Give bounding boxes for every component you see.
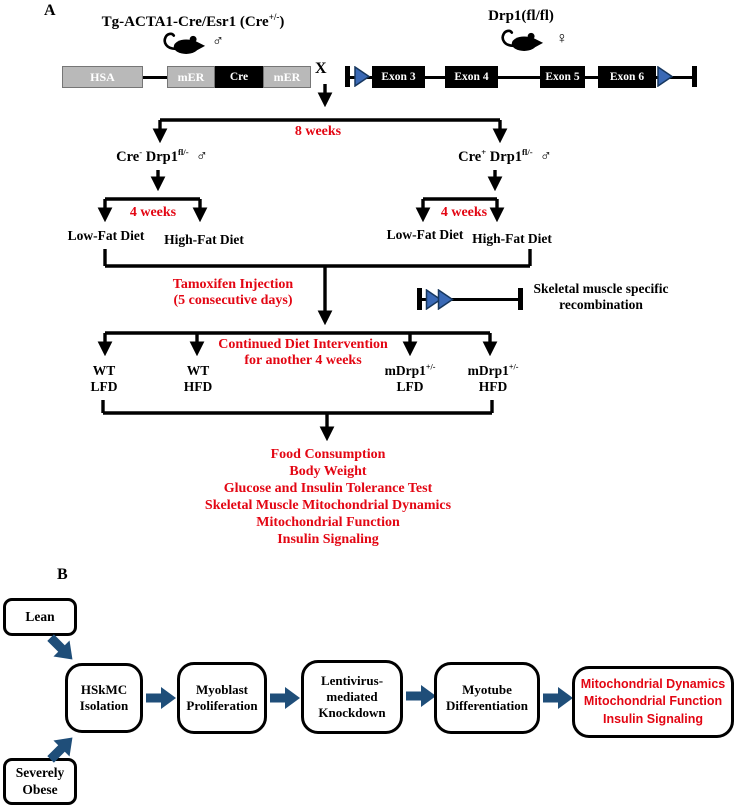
cross-symbol: X	[315, 60, 327, 77]
diet-label-hfd: High-Fat Diet	[472, 231, 552, 246]
readouts-box	[572, 666, 734, 738]
diet-label-hfd: High-Fat Diet	[164, 232, 244, 247]
panel-b-label: B	[57, 566, 68, 583]
outcome-item: Food Consumption	[270, 447, 386, 462]
allele-end-bar	[417, 288, 422, 310]
outcome-list	[205, 446, 451, 548]
exon-box: Exon 5	[540, 66, 585, 88]
exon-box: Exon 6	[598, 66, 656, 88]
diet-label-lfd: Low-Fat Diet	[386, 227, 464, 242]
genotype-cre-pos: Cre+ $Drp1^{fl/-}$ ♂	[458, 147, 552, 165]
hsa-promoter-box: HSA	[62, 66, 143, 88]
genotype-cre-neg: Cre- $Drp1^{fl/-}$ ♂	[116, 147, 208, 165]
outcome-item: Skeletal Muscle Mitochondrial Dynamics	[204, 498, 452, 513]
readout-item: Mitochondrial Dynamics	[580, 676, 726, 691]
step-myotube-differentiation: Myotube Differentiation	[434, 662, 540, 734]
left-parent-title: Tg-ACTA1-Cre/Esr1 (Cre+/-)	[101, 12, 285, 30]
exon-box: Exon 3	[372, 66, 425, 88]
outcome-item: Body Weight	[289, 464, 367, 479]
mer-box: mER	[167, 66, 215, 88]
block-arrow-icon	[146, 687, 176, 709]
block-arrow-icon	[406, 685, 436, 707]
block-arrow-icon	[543, 687, 573, 709]
block-arrow-icon	[270, 687, 300, 709]
outcome-item: Insulin Signaling	[277, 532, 379, 547]
continued-diet-note: Continued Diet Intervention for another 4 weeks	[218, 337, 388, 368]
readout-item: Mitochondrial Function	[583, 694, 723, 709]
step-myoblast-proliferation: Myoblast Proliferation	[177, 662, 267, 734]
tamoxifen-note: Tamoxifen Injection (5 consecutive days)	[172, 277, 294, 308]
duration-4-weeks: 4 weeks	[129, 205, 177, 220]
cre-box: Cre	[215, 66, 263, 88]
male-symbol: ♂	[539, 148, 552, 165]
group-wt-lfd: WT LFD	[90, 363, 118, 394]
right-parent-title: Drp1(fl/fl)	[488, 8, 554, 24]
exon-box: Exon 4	[445, 66, 498, 88]
recombination-note: Skeletal muscle specific recombination	[533, 281, 669, 312]
outcome-item: Glucose and Insulin Tolerance Test	[223, 481, 433, 496]
readout-item: Insulin Signaling	[603, 711, 703, 726]
severely-obese-box: Severely Obese	[3, 758, 77, 805]
panel-a-label: A	[44, 2, 56, 19]
step-lentivirus-knockdown: Lentivirus-mediated Knockdown	[301, 660, 403, 734]
lean-box: Lean	[3, 598, 77, 636]
group-mdrp1-lfd: mDrp1+/- LFD	[384, 362, 436, 394]
allele-end-bar	[518, 288, 523, 310]
diet-label-lfd: Low-Fat Diet	[67, 228, 145, 243]
male-symbol: ♂	[212, 33, 224, 50]
outcome-item: Mitochondrial Function	[256, 515, 400, 530]
mer-box: mER	[263, 66, 311, 88]
duration-8-weeks: 8 weeks	[294, 124, 342, 139]
group-mdrp1-hfd: mDrp1+/- HFD	[467, 362, 519, 394]
group-wt-hfd: WT HFD	[183, 363, 213, 394]
loxp-triangle-icon	[437, 289, 454, 310]
duration-4-weeks: 4 weeks	[440, 205, 488, 220]
step-hskmc-isolation: HSkMC Isolation	[65, 663, 143, 733]
female-symbol: ♀	[556, 30, 568, 47]
male-symbol: ♂	[195, 148, 208, 165]
